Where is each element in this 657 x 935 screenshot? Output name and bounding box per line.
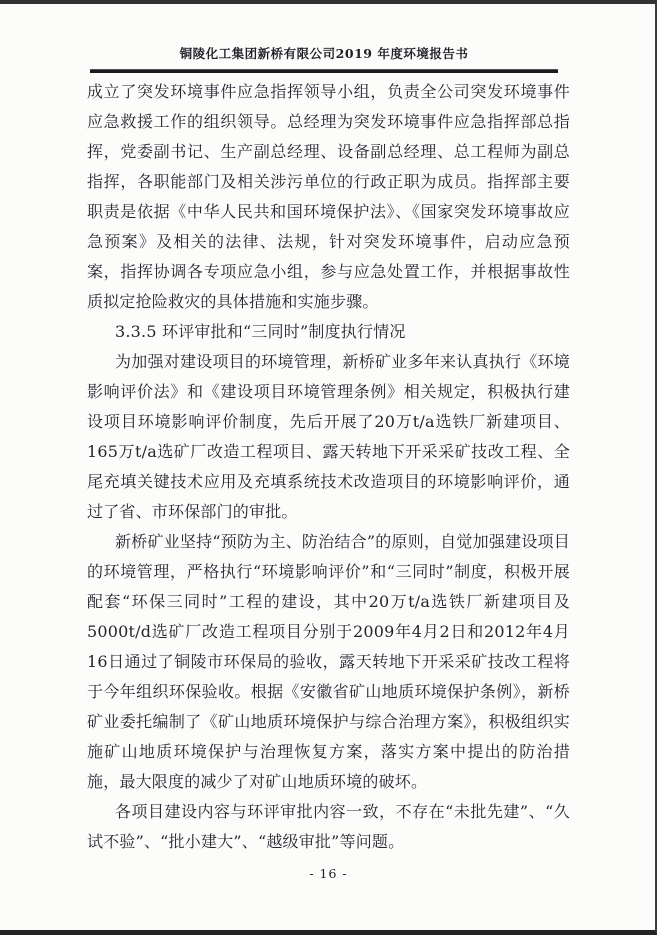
paragraph-eia-execution: 为加强对建设项目的环境管理，新桥矿业多年来认真执行《环境影响评价法》和《建设项目环境管理条例》相关规定，积极执行建设项目环境影响评价制度，先后开展了20万t/a选铁厂新建项目、165万t/a选矿厂改造工程项目、露天转地下开采采矿技改工程、全尾充填关键技术应用及充填系统技术改造项目的环境影响评价，通过了省、市环保部门的审批。 xyxy=(87,352,570,521)
paragraph-compliance: 各项目建设内容与环评审批内容一致，不存在“未批先建”、“久试不验”、“批小建大”、“越级审批”等问题。 xyxy=(87,802,570,851)
page-header-title: 铜陵化工集团新桥有限公司2019 年度环境报告书 xyxy=(179,46,469,61)
paragraph-three-simultaneity: 新桥矿业坚持“预防为主、防治结合”的原则，自觉加强建设项目的环境管理，严格执行“环境影响评价”和“三同时”制度，积极开展配套“环保三同时”工程的建设，其中20万t/a选铁厂新建项目及5000t/d选矿厂改造工程项目分别于2009年4月2日和2012年4月16日通过了铜陵市环保局的验收，露天转地下开采采矿技改工程将于今年组织环保验收。根据《安徽省矿山地质环境保护条例》，新桥矿业委托编制了《矿山地质环境保护与综合治理方案》，积极组织实施矿山地质环境保护与治理恢复方案，落实方案中提出的防治措施，最大限度的减少了对矿山地质环境的破坏。 xyxy=(87,532,570,791)
paragraph-continuation: 成立了突发环境事件应急指挥领导小组，负责全公司突发环境事件应急救援工作的组织领导。总经理为突发环境事件应急指挥部总指挥，党委副书记、生产副总经理、设备副总经理、总工程师为副总指挥，各职能部门及相关涉污单位的行政正职为成员。指挥部主要职责是依据《中华人民共和国环境保护法》、《国家突发环境事故应急预案》及相关的法律、法规，针对突发环境事件，启动应急预案，指挥协调各专项应急小组，参与应急处置工作，并根据事故性质拟定抢险救灾的具体措施和实施步骤。 xyxy=(87,82,570,311)
page-body xyxy=(87,77,570,857)
section-heading-3-3-5: 3.3.5 环评审批和“三同时”制度执行情况 xyxy=(115,322,406,341)
header-divider-rule xyxy=(90,69,558,73)
page-number: - 16 - xyxy=(309,866,348,881)
